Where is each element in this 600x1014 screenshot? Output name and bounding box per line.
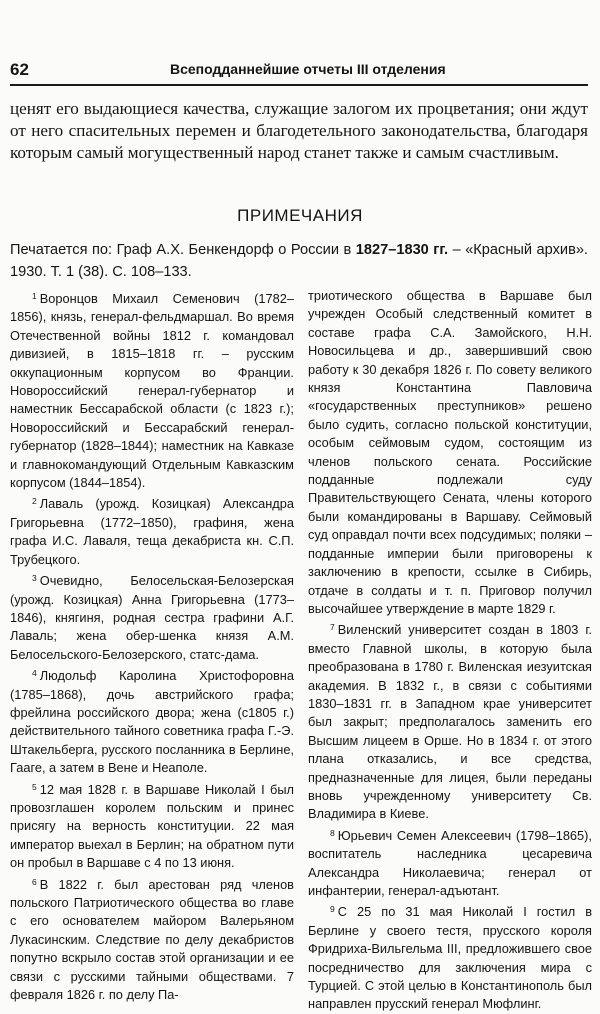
- body-paragraph: ценят его выдающиеся качества, служащие залогом их процветания; они ждут от него спасительных перемен и благодетельного законодательства, благодаря которым самый могущественный народ станет также и самым счастливым.: [10, 99, 588, 162]
- note-2: [10, 492, 294, 569]
- note-text: Юрьевич Семен Алексеевич (1798–1865), воспитатель наследника цесаревича Александра Николаевича; генерал от инфантерии, генерал-адъютант.: [308, 827, 592, 898]
- note-text: Очевидно, Белосельская-Белозерская (урожд. Козицкая) Анна Григорьевна (1773–1846), княгиня, родная сестра графини А.Г. Лаваль; жена обер-шенка князя А.М. Белосельского-Белозерского, статс-дама.: [10, 573, 294, 662]
- page-header: [10, 58, 588, 86]
- note-6: [10, 873, 294, 1005]
- note-number: 5: [32, 781, 37, 792]
- note-number: 6: [32, 876, 37, 887]
- note-7: [308, 618, 592, 823]
- running-title: Всеподданнейшие отчеты III отделения: [170, 61, 446, 77]
- note-number: 8: [330, 827, 335, 838]
- note-4: [10, 664, 294, 777]
- note-text: Виленский университет создан в 1803 г. вместо Главной школы, в которую была преобразована в 1780 г. Виленская иезуитская академия. В 1832 г., в связи с событиями 1830–1831 гг. в Западном крае университет был закрыт; предполагалось заменить его Высшим лицеем в Орше. Но в 1834 г. от этого плана отказались, и все средства, предназначенные для лицея, были переданы вновь учрежденному университету Св. Владимира в Киеве.: [308, 622, 592, 822]
- source-suffix: – «Красный архив». 1930. Т. 1 (38). С. 108–133.: [10, 242, 588, 280]
- note-text: Воронцов Михаил Семенович (1782–1856), князь, генерал-фельдмаршал. Во время Отечественной войны 1812 г. командовал дивизией, в 1815–1818 гг. – русским оккупационным корпусом во Франции. Новороссийский генерал-губернатор и наместник Бессарабской области (с 1823 г.); Новороссийский и Бессарабский генерал-губернатор (1828–1844); наместник на Кавказе и главнокомандующий Отдельным Кавказским корпусом (1844–1854).: [10, 291, 294, 491]
- note-number: 9: [330, 904, 335, 915]
- notes-column-right: [308, 287, 592, 1014]
- source-paragraph: [10, 239, 588, 283]
- note-1: [10, 287, 294, 492]
- note-number: 2: [32, 496, 37, 507]
- note-number: 3: [32, 573, 37, 584]
- notes-column-left: [10, 287, 294, 1004]
- source-years: 1827–1830 гг.: [355, 242, 449, 258]
- body-text-block: [10, 98, 588, 164]
- source-citation: [10, 239, 588, 283]
- note-text: С 25 по 31 мая Николай I гостил в Берлине у своего тестя, прусского короля Фридриха-Вильгельма III, предложившего свое посредничество для заключения мира с Турцией. С этой целью в Константинополь был направлен прусский генерал Мюфлинг.: [308, 904, 592, 1012]
- note-3: [10, 569, 294, 664]
- notes-heading: ПРИМЕЧАНИЯ: [237, 206, 363, 225]
- source-prefix: Печатается по: Граф А.Х. Бенкендорф о России в: [10, 242, 356, 258]
- note-8: [308, 824, 592, 901]
- note-text: Людольф Каролина Христофоровна (1785–1868), дочь австрийского графа; фрейлина российского двора; жена (с1805 г.) действительного тайного советника графа Г.-Э. Штакельберга, русского посланника в Берлине, Гааге, а затем в Вене и Неаполе.: [10, 668, 294, 776]
- note-5: [10, 778, 294, 873]
- note-text: 12 мая 1828 г. в Варшаве Николай I был провозглашен королем польским и принес присягу на верность конституции. 22 мая император выехал в Берлин; на обратном пути он пробыл в Варшаве с 4 по 13 июня.: [10, 781, 294, 871]
- page-number: 62: [10, 60, 29, 79]
- note-number: 7: [330, 622, 335, 633]
- note-text: Лаваль (урожд. Козицкая) Александра Григорьевна (1772–1850), графиня, жена графа И.С. Лаваля, теща декабриста кн. С.П. Трубецкого.: [10, 496, 294, 567]
- note-9: [308, 900, 592, 1013]
- note-text: В 1822 г. был арестован ряд членов польского Патриотического общества во главе с его основателем майором Валерьяном Лукасинским. Следствие по делу декабристов попутно вскрыло состав этой организации и ее связи с русскими тайными обществами. 7 февраля 1826 г. по делу Па-: [10, 876, 294, 1003]
- note-6-continuation: триотического общества в Варшаве был учрежден Особый следственный комитет в составе графа С.А. Замойского, Н.Н. Новосильцева и др., завершивший свою работу к 30 декабря 1826 г. По совету великого князя Константина Павловича «государственных преступников» решено было судить, согласно польской конституции, особым сеймовым судом, состоящим из членов польского сената. Российские подданные подлежали суду Правительствующего Сената, члены которого были командированы в Варшаву. Сеймовый суд оправдал почти всех подсудимых; поляки – подданные империи были приговорены к заключению в крепости, ссылке в Сибирь, отдаче в солдаты и т. п. Приговор получил высочайшее утверждение в марте 1829 г.: [308, 288, 592, 616]
- note-number: 1: [32, 291, 37, 301]
- note-number: 4: [32, 668, 37, 679]
